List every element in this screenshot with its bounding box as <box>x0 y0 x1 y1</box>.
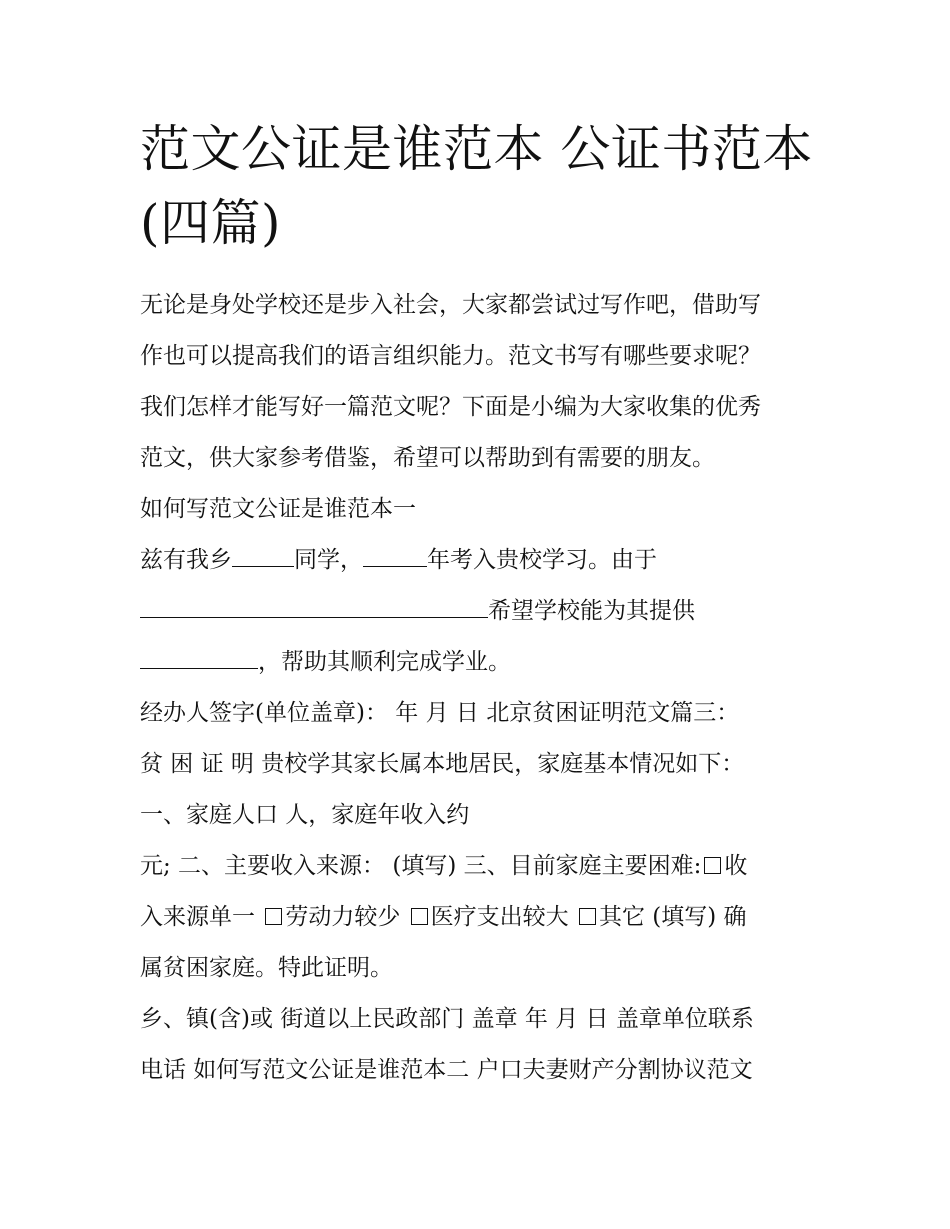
document-page <box>140 112 820 1096</box>
checkbox-icon <box>704 857 721 874</box>
text-segment: 同学， <box>294 547 363 573</box>
paragraph-line: 无论是身处学校还是步入社会，大家都尝试过写作吧，借助写 <box>140 292 761 318</box>
checkbox-icon <box>265 908 282 925</box>
text-segment: 医疗支出较大 <box>430 904 569 930</box>
paragraph-line: 经办人签字(单位盖章)： 年 月 日 北京贫困证明范文篇三： <box>140 700 740 726</box>
document-title <box>140 112 820 260</box>
title-line-2: (四篇) <box>140 194 282 252</box>
checkbox-icon <box>411 908 428 925</box>
paragraph-line <box>140 586 820 637</box>
paragraph-line: 电话 如何写范文公证是谁范本二 户口夫妻财产分割协议范文 <box>140 1057 753 1083</box>
paragraph-line: 我们怎样才能写好一篇范文呢？下面是小编为大家收集的优秀 <box>140 394 761 420</box>
paragraph-line: 作也可以提高我们的语言组织能力。范文书写有哪些要求呢？ <box>140 343 761 369</box>
text-segment: 兹有我乡 <box>140 547 232 573</box>
text-segment: 元; 二、主要收入来源： (填写) 三、目前家庭主要困难: <box>140 853 702 879</box>
text-segment: 希望学校能为其提供 <box>488 598 695 624</box>
paragraph-line <box>140 637 820 688</box>
text-segment: 入来源单一 <box>140 904 255 930</box>
fill-blank <box>363 548 427 567</box>
fill-blank <box>140 599 488 618</box>
checkbox-icon <box>579 908 596 925</box>
paragraph-line: 一、家庭人口 人，家庭年收入约 <box>140 802 470 828</box>
text-segment: ，帮助其顺利完成学业。 <box>258 649 511 675</box>
paragraph-line <box>140 535 820 586</box>
paragraph-line: 贫 困 证 明 贵校学其家长属本地居民，家庭基本情况如下： <box>140 751 745 777</box>
text-segment: 其它 (填写) 确 <box>598 904 747 930</box>
paragraph-line <box>140 892 820 943</box>
text-segment: 收 <box>724 853 748 879</box>
title-line-1: 范文公证是谁范本 公证书范本 <box>140 120 813 178</box>
section-heading: 如何写范文公证是谁范本一 <box>140 496 416 522</box>
paragraph-line: 乡、镇(含)或 街道以上民政部门 盖章 年 月 日 盖章单位联系 <box>140 1006 754 1032</box>
fill-blank <box>232 548 294 567</box>
paragraph-line: 属贫困家庭。特此证明。 <box>140 955 393 981</box>
text-segment: 年考入贵校学习。由于 <box>427 547 657 573</box>
text-segment: 劳动力较少 <box>285 904 401 930</box>
fill-blank <box>140 650 258 669</box>
paragraph-line: 范文，供大家参考借鉴，希望可以帮助到有需要的朋友。 <box>140 445 715 471</box>
paragraph-line <box>140 841 820 892</box>
